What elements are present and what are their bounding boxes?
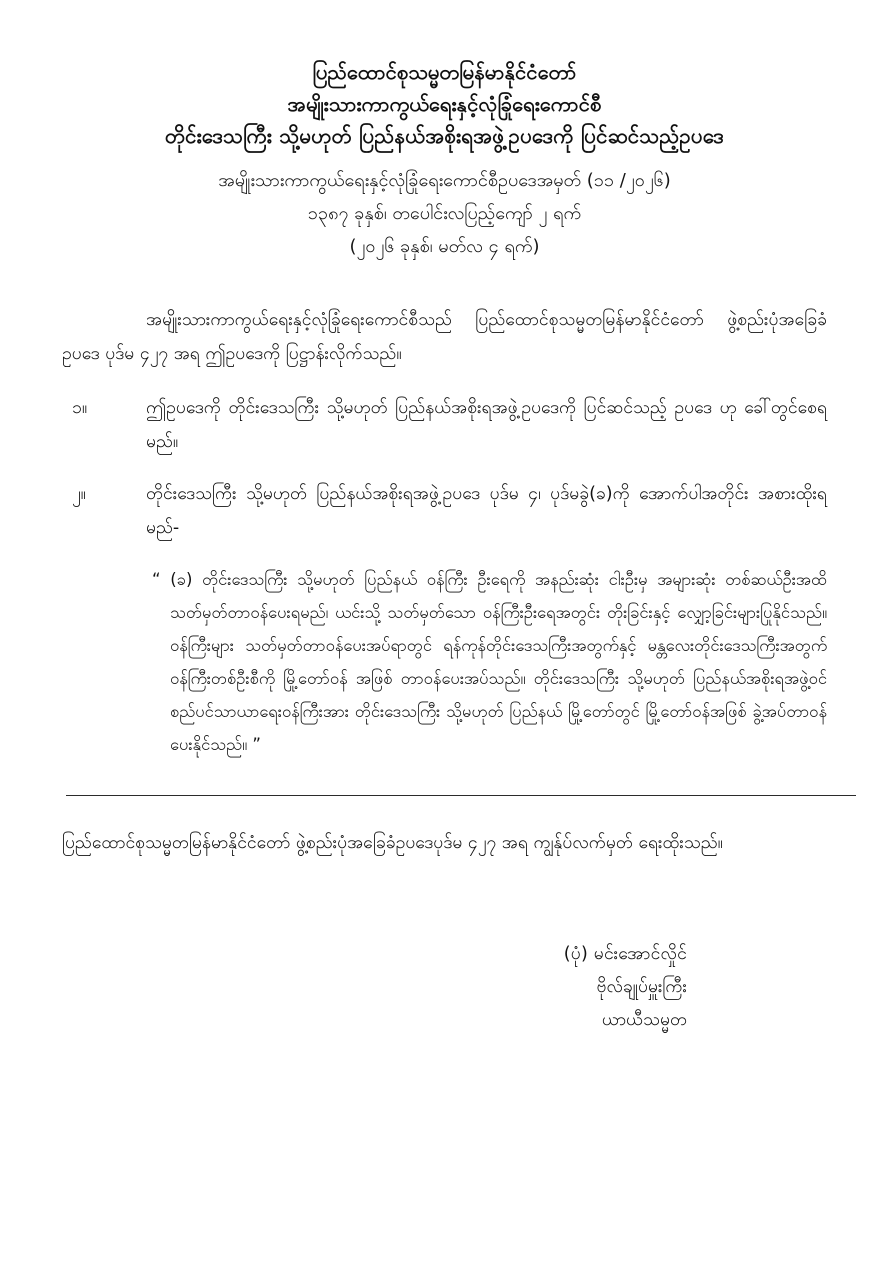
header-date-myanmar: ၁၃၈၇ ခုနှစ်၊ တပေါင်းလပြည့်ကျော် ၂ ရက်	[307, 203, 582, 224]
header-body-spacer	[62, 263, 827, 299]
section-1	[62, 391, 827, 459]
document-header	[62, 56, 827, 263]
section-2	[62, 477, 827, 545]
section-1-text: ဤဥပဒေကို တိုင်းဒေသကြီး သို့မဟုတ် ပြည်နယ်အစိုးရအဖွဲ့ဥပဒေကို ပြင်ဆင်သည့် ဥပဒေ ဟု ခေါ်တွင်စေရမည်။	[146, 398, 827, 452]
signature-block	[62, 938, 827, 1037]
signature-role: ယာယီသမ္မတ	[601, 1010, 687, 1030]
closing-paragraph: ပြည်ထောင်စုသမ္မတမြန်မာနိုင်ငံတော် ဖွဲ့စည်းပုံအခြေခံဥပဒေပုဒ်မ ၄၂၇ အရ ကျွန်ုပ်လက်မှတ် ရေးထိုးသည်။	[62, 833, 723, 853]
section-1-number: ၁။	[72, 398, 88, 418]
preamble-text: အမျိုးသားကာကွယ်ရေးနှင့်လုံခြုံရေးကောင်စီသည် ပြည်ထောင်စုသမ္မတမြန်မာနိုင်ငံတော် ဖွဲ့စည်းပုံအခြေခံဥပဒေ ပုဒ်မ ၄၂၇ အရ ဤဥပဒေကို ပြဋ္ဌာန်းလိုက်သည်။	[62, 310, 827, 364]
document-body	[62, 303, 827, 1037]
section-2-text: တိုင်းဒေသကြီး သို့မဟုတ် ပြည်နယ်အစိုးရအဖွဲ့ဥပဒေ ပုဒ်မ ၄၊ ပုဒ်မခွဲ(ခ)ကို အောက်ပါအတိုင်း အစားထိုးရမည်-	[146, 484, 827, 538]
signature-name: (ပုံ) မင်းအောင်လှိုင်	[563, 944, 687, 964]
amended-clause-text: “ (ခ) တိုင်းဒေသကြီး သို့မဟုတ် ပြည်နယ် ဝန်ကြီး ဦးရေကို အနည်းဆုံး ငါးဦးမှ အများဆုံး တစ်ဆယ်ဦးအထိ သတ်မှတ်တာဝန်ပေးရမည်၊ ယင်းသို့ သတ်မှတ်သော ဝန်ကြီးဦးရေအတွင်း တိုးခြင်းနှင့် လျှော့ခြင်းများပြုနိုင်သည်။ ဝန်ကြီးများ သတ်မှတ်တာဝန်ပေးအပ်ရာတွင် ရန်ကုန်တိုင်းဒေသကြီးအတွက်နှင့် မန္တလေးတိုင်းဒေသကြီးအတွက်ဝန်ကြီးတစ်ဦးစီကို မြို့တော်ဝန် အဖြစ် တာဝန်ပေးအပ်သည်။ တိုင်းဒေသကြီး သို့မဟုတ် ပြည်နယ်အစိုးရအဖွဲ့ဝင် စည်ပင်သာယာရေးဝန်ကြီးအား တိုင်းဒေသကြီး သို့မဟုတ် ပြည်နယ် မြို့တော်တွင် မြို့တော်ဝန်အဖြစ် ခွဲ့အပ်တာဝန်ပေးနိုင်သည်။ ”	[152, 570, 827, 754]
preamble-paragraph	[62, 303, 827, 371]
header-line-law-title: တိုင်းဒေသကြီး သို့မဟုတ် ပြည်နယ်အစိုးရအဖွဲ့ဥပဒေကို ပြင်ဆင်သည့်ဥပဒေ	[164, 124, 725, 148]
signature-title: ဗိုလ်ချုပ်မှူးကြီး	[596, 977, 687, 997]
header-date-gregorian: (၂၀၂၆ ခုနှစ်၊ မတ်လ ၄ ရက်)	[349, 236, 540, 257]
header-law-number: အမျိုးသားကာကွယ်ရေးနှင့်လုံခြုံရေးကောင်စီဥပဒေအမှတ် (၁၁ /၂၀၂၆)	[218, 170, 671, 191]
section-divider	[66, 795, 856, 796]
amended-clause-quote	[152, 563, 827, 761]
section-2-number: ၂။	[72, 484, 86, 504]
header-line-country: ပြည်ထောင်စုသမ္မတမြန်မာနိုင်ငံတော်	[312, 60, 577, 84]
header-line-council: အမျိုးသားကာကွယ်ရေးနှင့်လုံခြုံရေးကောင်စီ	[287, 92, 602, 116]
